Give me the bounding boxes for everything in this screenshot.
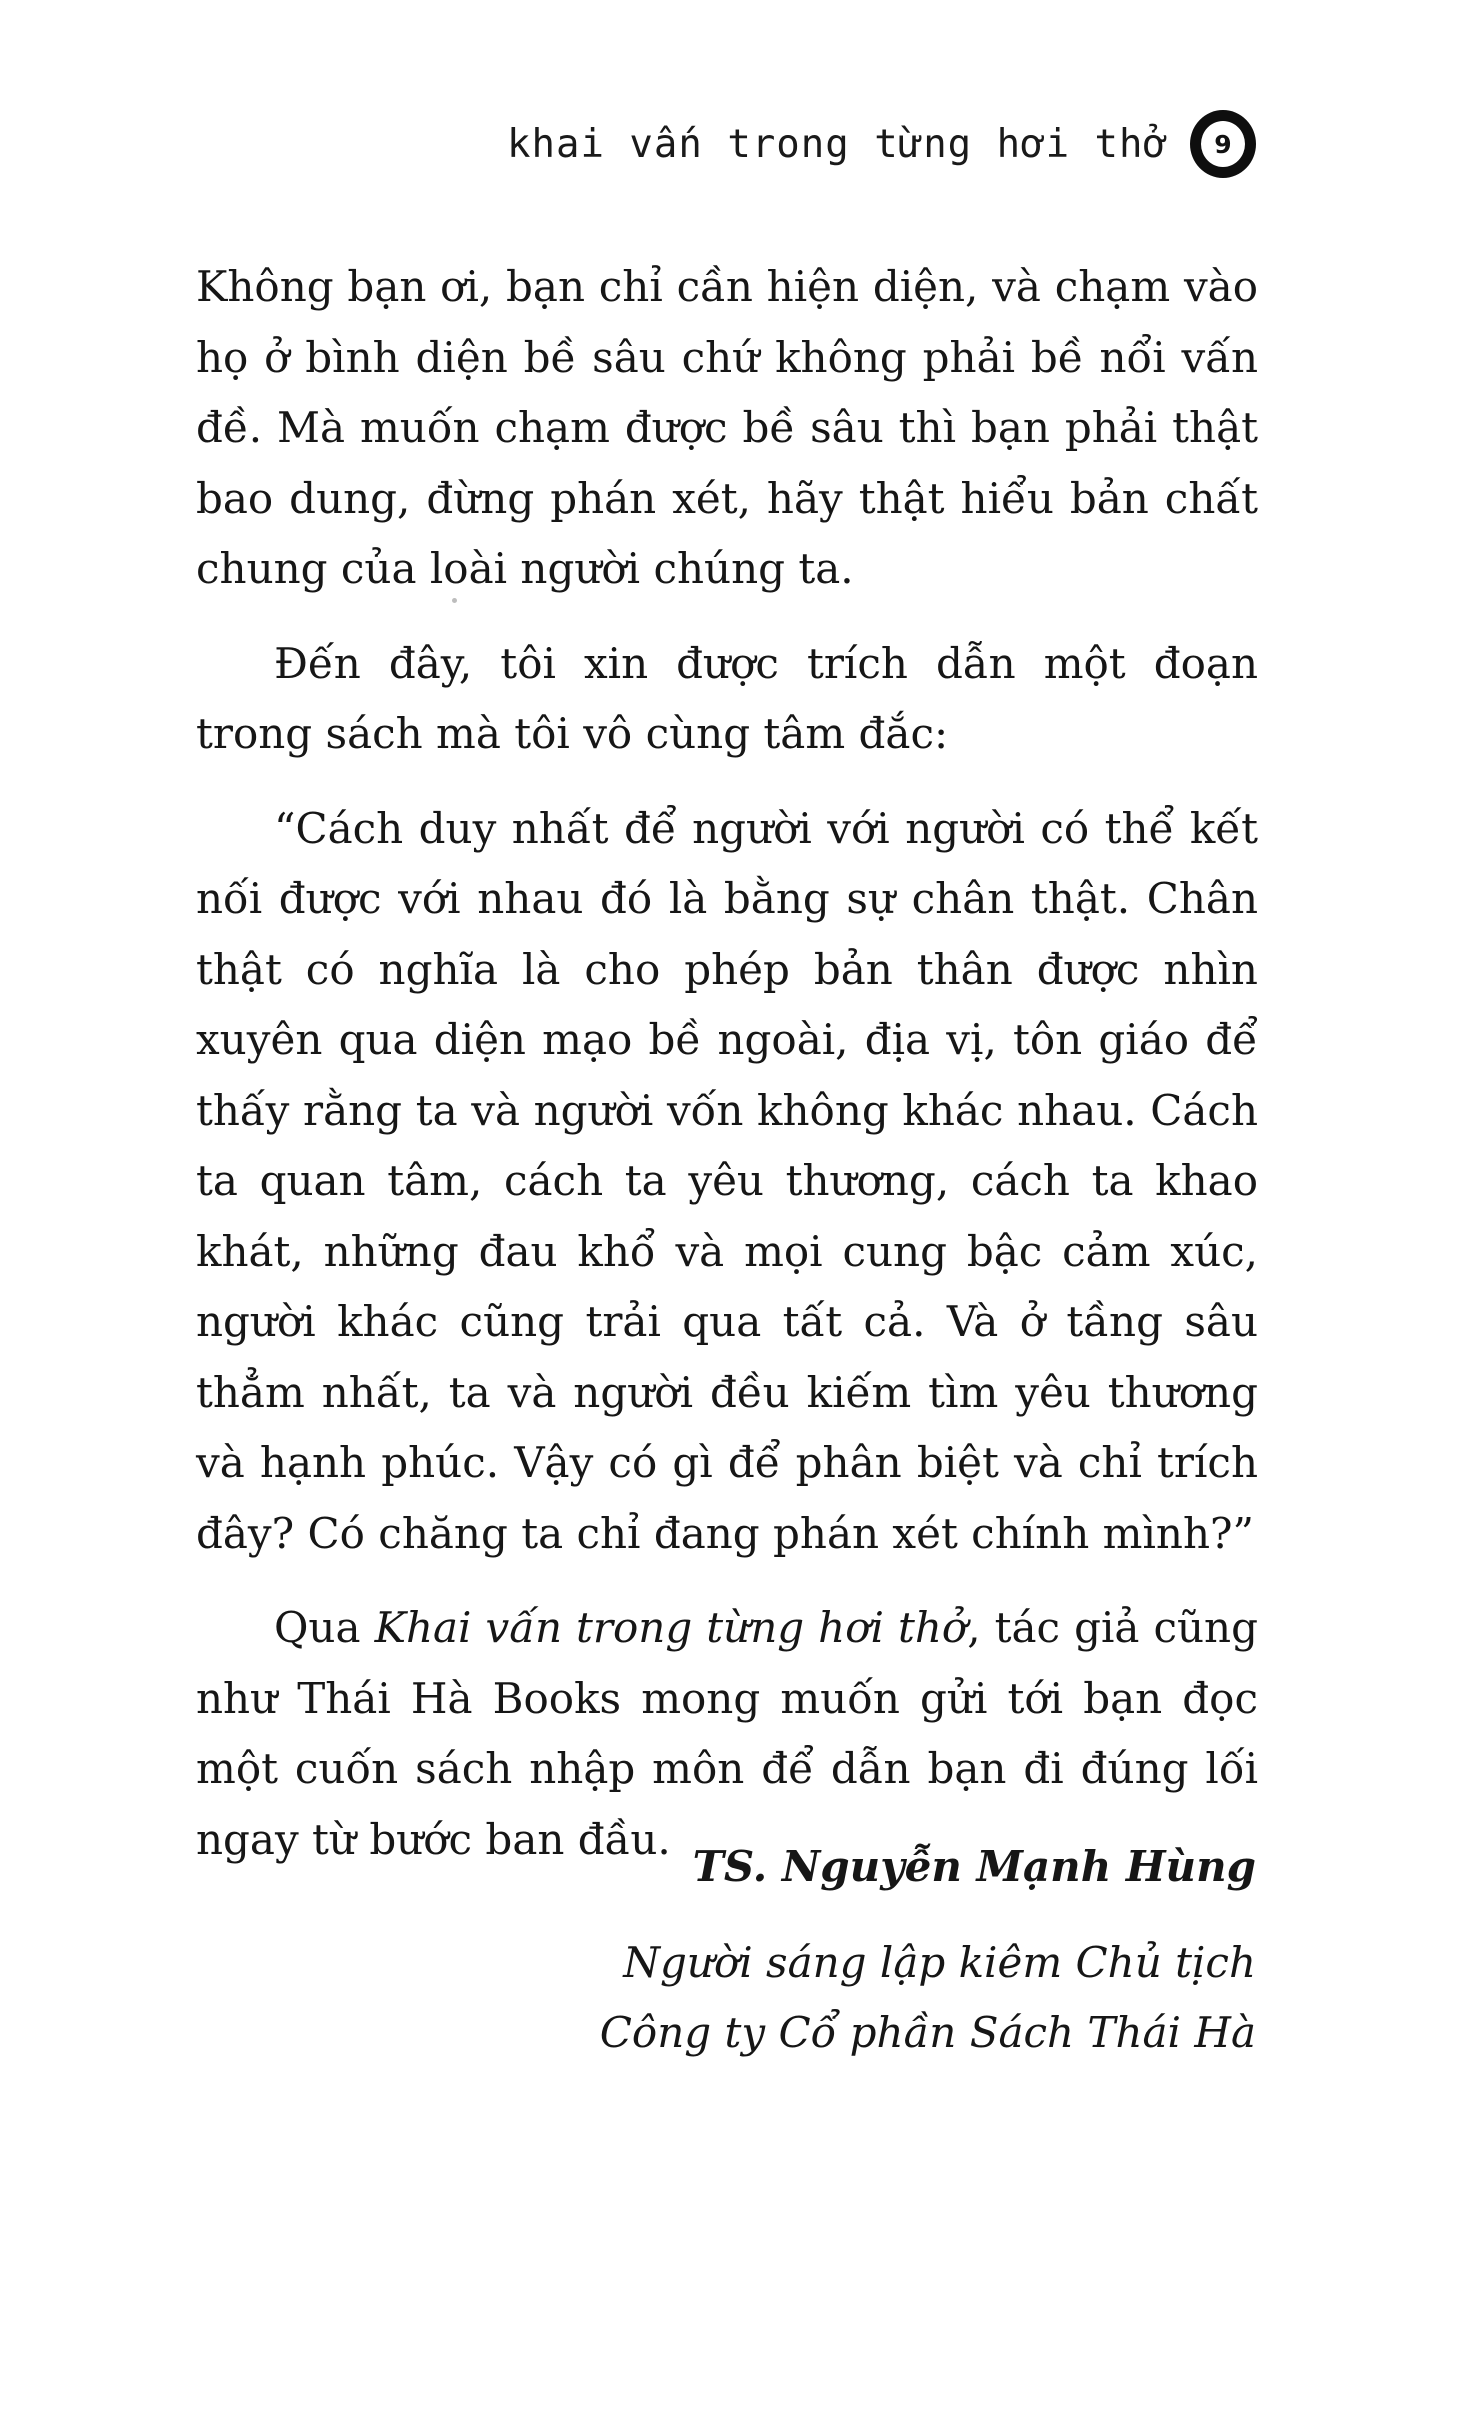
paragraph-4-lead: Qua (274, 1603, 375, 1652)
running-title: khai vấn trong từng hơi thở (507, 121, 1168, 167)
author-role-line-1: Người sáng lập kiêm Chủ tịch (623, 1938, 1256, 1987)
signature-block (600, 1832, 1256, 2068)
body-text (196, 252, 1258, 1899)
paragraph-4-rest: , tác giả cũng như Thái Hà Books mong muốn gửi tới bạn đọc một cuốn sách nhập môn để dẫn bạn đi đúng lối ngay từ bước ban đầu. (196, 1603, 1258, 1864)
running-header (507, 104, 1256, 184)
book-title: Khai vấn trong từng hơi thở (374, 1603, 968, 1652)
print-speck (452, 598, 457, 603)
quotation-paragraph: “Cách duy nhất để người với người có thể kết nối được với nhau đó là bằng sự chân thật. Chân thật có nghĩa là cho phép bản thân được nhìn xuyên qua diện mạo bề ngoài, địa vị, tôn giáo để thấy rằng ta và người vốn không khác nhau. Cách ta quan tâm, cách ta yêu thương, cách ta khao khát, những đau khổ và mọi cung bậc cảm xúc, người khác cũng trải qua tất cả. Và ở tầng sâu thẳm nhất, ta và người đều kiếm tìm yêu thương và hạnh phúc. Vậy có gì để phân biệt và chỉ trích đây? Có chăng ta chỉ đang phán xét chính mình?” (196, 803, 1258, 1558)
author-role-line-2: Công ty Cổ phần Sách Thái Hà (599, 2008, 1256, 2057)
paragraph-2: Đến đây, tôi xin được trích dẫn một đoạn trong sách mà tôi vô cùng tâm đắc: (196, 638, 1258, 758)
page-number: 9 (1190, 110, 1256, 178)
paragraph-1: Không bạn ơi, bạn chỉ cần hiện diện, và chạm vào họ ở bình diện bề sâu chứ không phải bề nổi vấn đề. Mà muốn chạm được bề sâu thì bạn phải thật bao dung, đừng phán xét, hãy thật hiểu bản chất chung của loài người chúng ta. (196, 262, 1258, 593)
author-name: TS. Nguyễn Mạnh Hùng (692, 1842, 1256, 1891)
